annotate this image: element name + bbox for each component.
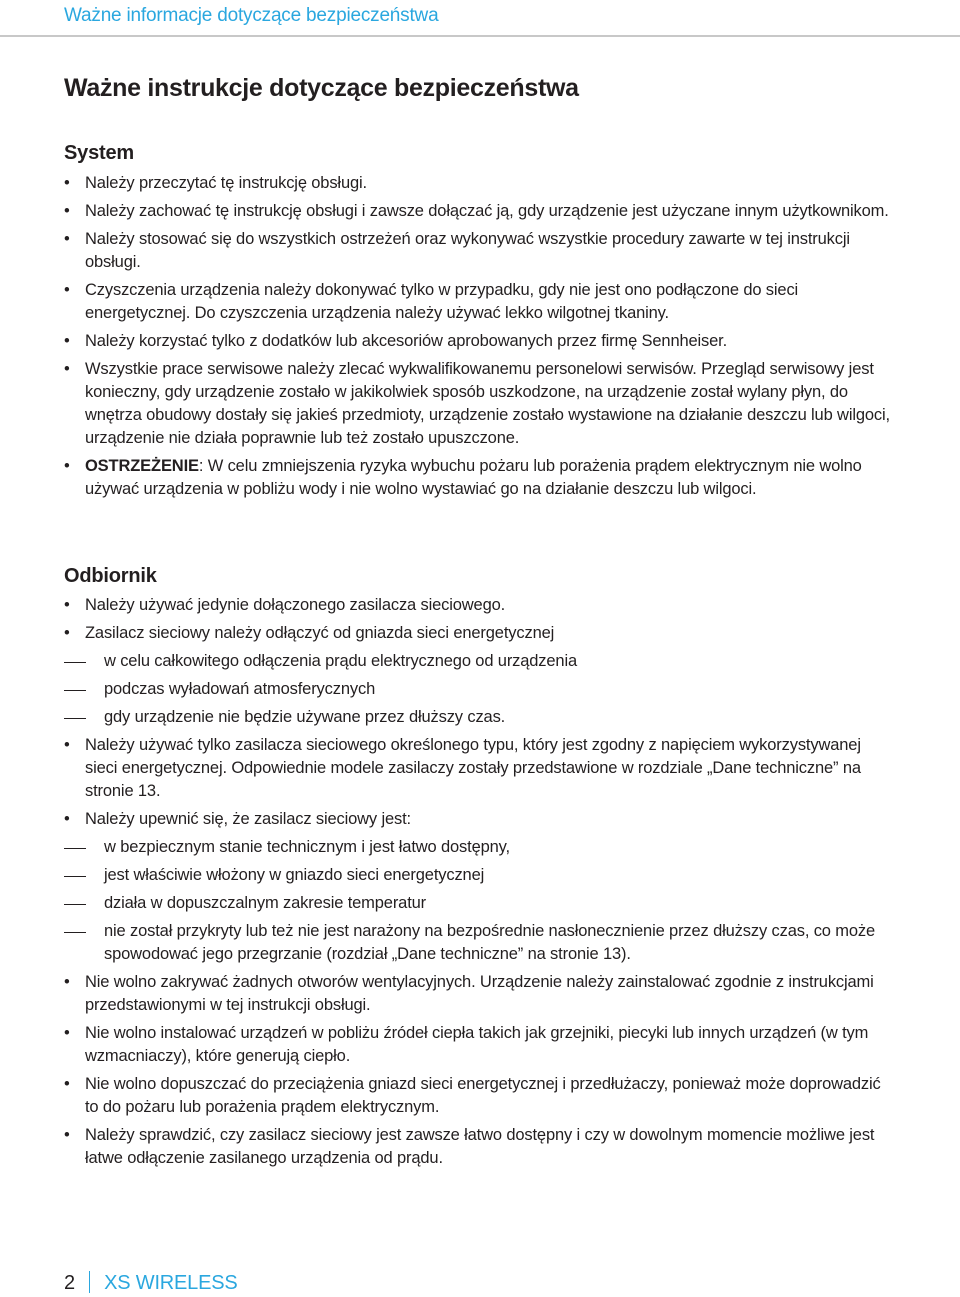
list-item: • Nie wolno dopuszczać do przeciążenia gniazd sieci energetycznej i przedłużaczy, ponieważ może doprowadzić to do pożaru lub porażenia prądem elektrycznym. — [64, 1073, 894, 1119]
page-header — [0, 0, 960, 37]
footer-brand: XS WIRELESS — [104, 1272, 238, 1294]
list-item: • Należy upewnić się, że zasilacz sieciowy jest: — [64, 808, 894, 831]
page-title: Ważne instrukcje dotyczące bezpieczeństwa — [64, 74, 579, 102]
warning-text: : W celu zmniejszenia ryzyka wybuchu pożaru lub porażenia prądem elektrycznym nie wolno używać urządzenia w pobliżu wody i nie wolno wystawiać go na działanie deszczu lub wilgoci. — [85, 457, 862, 498]
list-item: • Należy korzystać tylko z dodatków lub akcesoriów aprobowanych przez firmę Sennheiser. — [64, 330, 894, 353]
sub-list-item: w bezpiecznym stanie technicznym i jest łatwo dostępny, — [64, 836, 894, 859]
list-item: • Nie wolno instalować urządzeń w pobliżu źródeł ciepła takich jak grzejniki, piecyki lub innych urządzeń (w tym wzmacniaczy), które generują ciepło. — [64, 1022, 894, 1068]
sub-list-item: podczas wyładowań atmosferycznych — [64, 678, 894, 701]
warning-item — [64, 455, 894, 501]
page-number: 2 — [64, 1272, 76, 1294]
list-item: • Należy zachować tę instrukcję obsługi i zawsze dołączać ją, gdy urządzenie jest użyczane innym użytkownikom. — [64, 200, 894, 223]
list-item: • Nie wolno zakrywać żadnych otworów wentylacyjnych. Urządzenie należy zainstalować zgodnie z instrukcjami przedstawionymi w tej instrukcji obsługi. — [64, 971, 894, 1017]
section-title-system: System — [64, 142, 134, 164]
sub-list-item: w celu całkowitego odłączenia prądu elektrycznego od urządzenia — [64, 650, 894, 673]
section-title-odbiornik: Odbiornik — [64, 565, 157, 587]
warning-label: OSTRZEŻENIE — [85, 457, 199, 475]
sub-list-item: gdy urządzenie nie będzie używane przez dłuższy czas. — [64, 706, 894, 729]
odbiornik-list — [64, 594, 894, 1175]
list-item: • Wszystkie prace serwisowe należy zlecać wykwalifikowanemu personelowi serwisów. Przegląd serwisowy jest konieczny, gdy urządzenie zostało w jakikolwiek sposób uszkodzone, na urządzenie został wylany płyn, do wnętrza obudowy dostały się jakieś przedmioty, urządzenie zostało wystawione na działanie deszczu lub wilgoci, urządzenie nie działa poprawnie lub też zostało upuszczone. — [64, 358, 894, 450]
footer-divider — [89, 1271, 90, 1293]
list-item: • Należy stosować się do wszystkich ostrzeżeń oraz wykonywać wszystkie procedury zawarte w tej instrukcji obsługi. — [64, 228, 894, 274]
sub-list-item: nie został przykryty lub też nie jest narażony na bezpośrednie nasłonecznienie przez dłuższy czas, co może spowodować jego przegrzanie (rozdział „Dane techniczne” na stronie 13). — [64, 920, 894, 966]
list-item: • Należy używać jedynie dołączonego zasilacza sieciowego. — [64, 594, 894, 617]
page-footer — [64, 1271, 238, 1295]
header-title: Ważne informacje dotyczące bezpieczeństwa — [64, 5, 439, 26]
list-item: • Zasilacz sieciowy należy odłączyć od gniazda sieci energetycznej — [64, 622, 894, 645]
list-item: • Należy przeczytać tę instrukcję obsługi. — [64, 172, 894, 195]
sub-list-item: działa w dopuszczalnym zakresie temperatur — [64, 892, 894, 915]
list-item: • Należy używać tylko zasilacza sieciowego określonego typu, który jest zgodny z napięciem wykorzystywanej sieci energetycznej. Odpowiednie modele zasilaczy zostały przedstawione w rozdziale „Dane techniczne” na stronie 13. — [64, 734, 894, 803]
list-item: • Czyszczenia urządzenia należy dokonywać tylko w przypadku, gdy nie jest ono podłączone do sieci energetycznej. Do czyszczenia urządzenia należy używać lekko wilgotnej tkaniny. — [64, 279, 894, 325]
sub-list-item: jest właściwie włożony w gniazdo sieci energetycznej — [64, 864, 894, 887]
system-list — [64, 172, 894, 506]
list-item: • Należy sprawdzić, czy zasilacz sieciowy jest zawsze łatwo dostępny i czy w dowolnym momencie możliwe jest łatwe odłączenie zasilanego urządzenia od prądu. — [64, 1124, 894, 1170]
